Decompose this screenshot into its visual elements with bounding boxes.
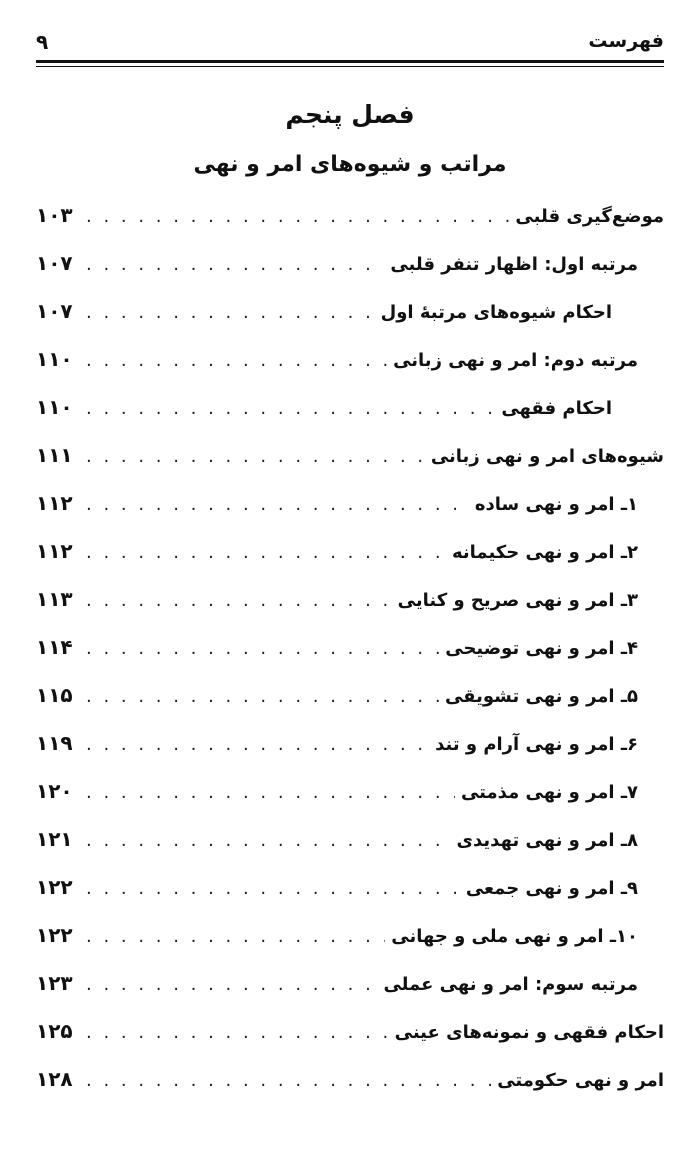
- toc-dot-leader: [86, 1009, 389, 1057]
- toc-entry-title: ۱۰ـ امر و نهی ملی و جهانی: [391, 926, 638, 947]
- toc-entry-page: ۱۲۲: [36, 923, 73, 947]
- toc-entry-title: مرتبه اول: اظهار تنفر قلبی: [390, 254, 638, 275]
- toc-entry: [36, 479, 664, 527]
- table-of-contents: [36, 191, 664, 1103]
- toc-entry-page: ۱۲۲: [36, 875, 73, 899]
- toc-dot-leader: [86, 673, 439, 721]
- toc-entry-title: ۵ـ امر و نهی تشویقی: [444, 686, 638, 707]
- toc-entry-title: ۹ـ امر و نهی جمعی: [465, 878, 638, 899]
- header-rule-thick: [36, 60, 664, 63]
- toc-dot-leader: [86, 289, 375, 337]
- toc-entry: [36, 623, 664, 671]
- running-header: [36, 28, 664, 58]
- toc-entry-title: احکام فقهی: [501, 398, 612, 419]
- toc-entry: [36, 575, 664, 623]
- toc-entry-page: ۱۱۹: [36, 731, 73, 755]
- toc-entry-page: ۱۱۵: [36, 683, 73, 707]
- toc-entry-page: ۱۱۴: [36, 635, 73, 659]
- toc-entry-title: احکام شیوه‌های مرتبۀ اول: [380, 302, 612, 323]
- toc-entry: [36, 239, 664, 287]
- toc-entry-title: ۶ـ امر و نهی آرام و تند: [435, 734, 638, 755]
- toc-entry: [36, 287, 664, 335]
- toc-entry-page: ۱۱۲: [36, 539, 73, 563]
- toc-dot-leader: [86, 385, 495, 433]
- toc-entry-page: ۱۱۰: [36, 347, 73, 371]
- header-rule-thin: [36, 66, 664, 67]
- toc-entry: [36, 671, 664, 719]
- toc-dot-leader: [86, 961, 377, 1009]
- toc-entry-title: ۴ـ امر و نهی توضیحی: [445, 638, 638, 659]
- header-title: فهرست: [588, 30, 664, 52]
- toc-dot-leader: [86, 193, 509, 241]
- toc-entry: [36, 959, 664, 1007]
- toc-dot-leader: [86, 433, 425, 481]
- toc-dot-leader: [86, 1057, 491, 1105]
- toc-entry: [36, 815, 664, 863]
- toc-entry-page: ۱۲۸: [36, 1067, 73, 1091]
- toc-entry-title: شیوه‌های امر و نهی زبانی: [430, 446, 664, 467]
- toc-entry: [36, 383, 664, 431]
- toc-dot-leader: [86, 721, 429, 769]
- toc-entry: [36, 911, 664, 959]
- toc-entry: [36, 1055, 664, 1103]
- toc-entry-title: موضع‌گیری قلبی: [515, 206, 664, 227]
- toc-entry-title: احکام فقهی و نمونه‌های عینی: [394, 1022, 664, 1043]
- toc-entry-page: ۱۰۷: [36, 299, 73, 323]
- toc-dot-leader: [86, 625, 439, 673]
- toc-dot-leader: [86, 241, 384, 289]
- toc-entry-page: ۱۱۲: [36, 491, 73, 515]
- toc-entry-title: مرتبه دوم: امر و نهی زبانی: [393, 350, 638, 371]
- toc-entry-page: ۱۱۳: [36, 587, 73, 611]
- toc-entry-title: ۷ـ امر و نهی مذمتی: [460, 782, 638, 803]
- toc-entry-page: ۱۲۰: [36, 779, 73, 803]
- toc-entry: [36, 335, 664, 383]
- toc-entry-page: ۱۱۱: [36, 443, 73, 467]
- toc-entry-title: مرتبه سوم: امر و نهی عملی: [383, 974, 638, 995]
- chapter-subtitle: مراتب و شیوه‌های امر و نهی: [193, 152, 507, 177]
- chapter-title: فصل پنجم: [285, 100, 415, 129]
- toc-dot-leader: [86, 577, 392, 625]
- toc-entry-title: امر و نهی حکومتی: [497, 1070, 664, 1091]
- toc-dot-leader: [86, 769, 455, 817]
- toc-entry: [36, 719, 664, 767]
- toc-entry-title: ۱ـ امر و نهی ساده: [474, 494, 638, 515]
- toc-entry: [36, 863, 664, 911]
- toc-entry: [36, 191, 664, 239]
- toc-entry-page: ۱۰۷: [36, 251, 73, 275]
- toc-entry-title: ۳ـ امر و نهی صریح و کنایی: [397, 590, 638, 611]
- toc-dot-leader: [86, 337, 387, 385]
- header-page-number: ۹: [36, 30, 49, 54]
- toc-entry-title: ۸ـ امر و نهی تهدیدی: [456, 830, 638, 851]
- toc-entry-page: ۱۲۳: [36, 971, 73, 995]
- toc-dot-leader: [86, 529, 446, 577]
- toc-entry-page: ۱۰۳: [36, 203, 73, 227]
- toc-entry-page: ۱۲۵: [36, 1019, 73, 1043]
- toc-entry-page: ۱۱۰: [36, 395, 73, 419]
- toc-dot-leader: [86, 913, 385, 961]
- toc-entry: [36, 767, 664, 815]
- toc-entry: [36, 1007, 664, 1055]
- toc-dot-leader: [86, 817, 451, 865]
- toc-entry-title: ۲ـ امر و نهی حکیمانه: [451, 542, 638, 563]
- toc-dot-leader: [86, 865, 460, 913]
- toc-entry-page: ۱۲۱: [36, 827, 73, 851]
- toc-entry: [36, 431, 664, 479]
- toc-entry: [36, 527, 664, 575]
- toc-dot-leader: [86, 481, 469, 529]
